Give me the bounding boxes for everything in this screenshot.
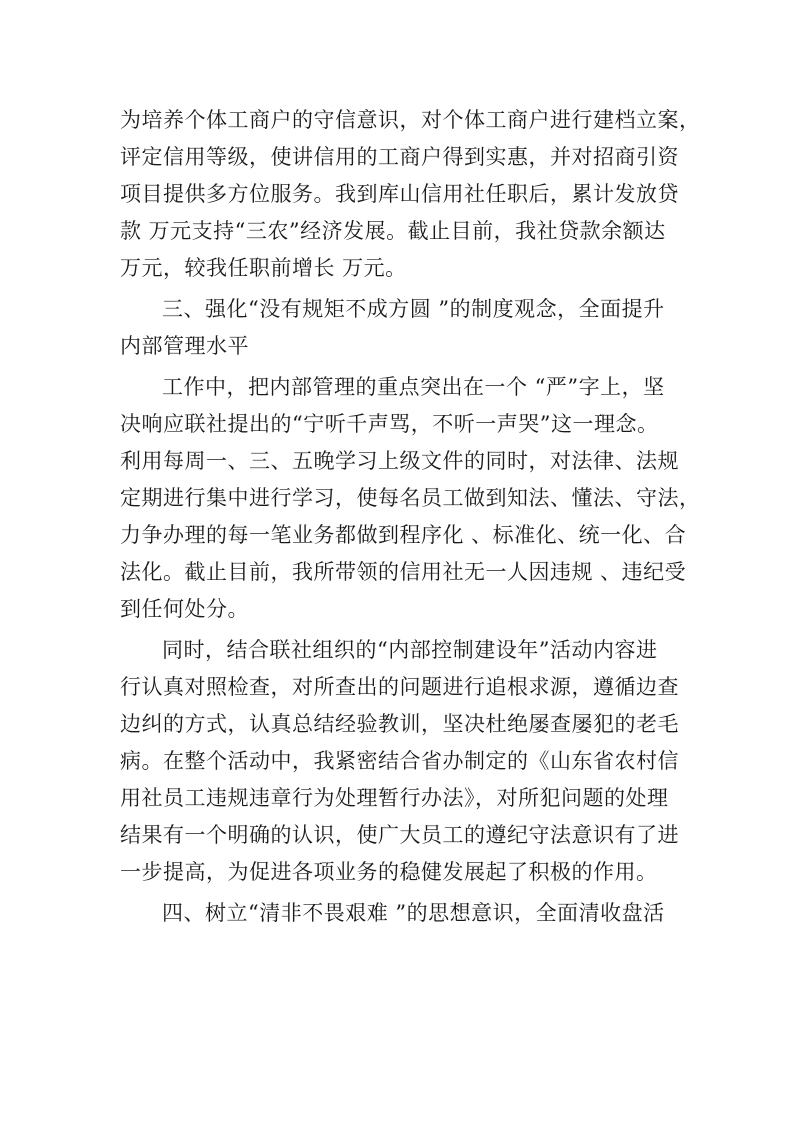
text-line: 行认真对照检查，对所查出的问题进行追根求源，遵循边查 <box>120 675 679 699</box>
text-line: 到任何处分。 <box>120 597 249 621</box>
text-line: 一步提高，为促进各项业务的稳健发展起了积极的作用。 <box>120 860 658 884</box>
text-line: 决响应联社提出的“宁听千声骂，不听一声哭”这一理念。 <box>120 412 659 436</box>
text-line: 为培养个体工商户的守信意识，对个体工商户进行建档立案， <box>120 108 701 132</box>
text-line: 定期进行集中进行学习，使每名员工做到知法、懂法、守法， <box>120 486 701 510</box>
text-line: 利用每周一、三、五晚学习上级文件的同时，对法律、法规 <box>120 449 679 473</box>
text-line: 评定信用等级，使讲信用的工商户得到实惠，并对招商引资 <box>120 145 679 169</box>
text-line: 结果有一个明确的认识，使广大员工的遵纪守法意识有了进 <box>120 823 679 847</box>
text-line: 边纠的方式，认真总结经验教训，坚决杜绝屡查屡犯的老毛 <box>120 712 679 736</box>
text-line: 款 万元支持“三农”经济发展。截止目前，我社贷款余额达 <box>120 219 666 243</box>
text-line: 法化。截止目前，我所带领的信用社无一人因违规 、违纪受 <box>120 560 687 584</box>
text-line: 同时，结合联社组织的“内部控制建设年”活动内容进 <box>162 638 658 662</box>
text-line: 用社员工违规违章行为处理暂行办法》，对所犯问题的处理 <box>120 786 669 810</box>
text-line: 项目提供多方位服务。我到库山信用社任职后，累计发放贷 <box>120 182 679 206</box>
text-line: 力争办理的每一笔业务都做到程序化 、标准化、统一化、合 <box>120 523 687 547</box>
text-line: 万元，较我任职前增长 万元。 <box>120 256 407 280</box>
section-heading: 三、强化“没有规矩不成方圆 ”的制度观念，全面提升 <box>162 297 665 321</box>
text-line: 病。在整个活动中，我紧密结合省办制定的《山东省农村信 <box>120 749 679 773</box>
section-heading: 四、树立“清非不畏艰难 ”的思想意识，全面清收盘活 <box>162 901 665 925</box>
text-line: 工作中，把内部管理的重点突出在一个 “严”字上，坚 <box>162 375 665 399</box>
section-heading-continued: 内部管理水平 <box>120 334 249 358</box>
